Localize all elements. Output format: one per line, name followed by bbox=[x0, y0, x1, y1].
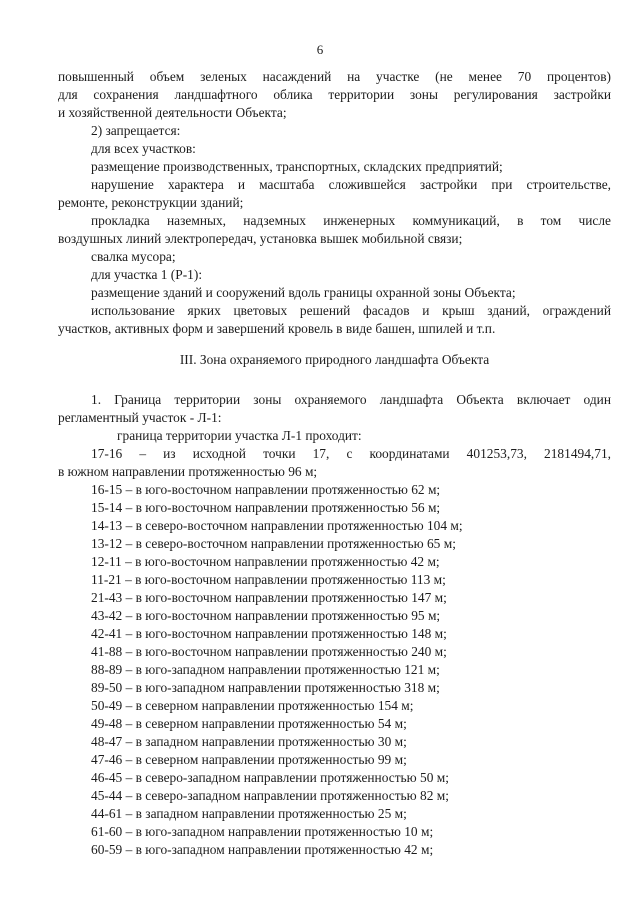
text-line: для сохранения ландшафтного облика территории зоны регулирования застройки bbox=[58, 87, 611, 102]
boundary-line: 15-14 – в юго-восточном направлении протяженностью 56 м; bbox=[91, 500, 441, 515]
boundary-line: 45-44 – в северо-западном направлении протяженностью 82 м; bbox=[91, 788, 449, 803]
section-heading: III. Зона охраняемого природного ландшафта Объекта bbox=[179, 352, 490, 367]
boundary-line: 50-49 – в северном направлении протяженностью 154 м; bbox=[91, 698, 414, 713]
text-line: регламентный участок - Л-1: bbox=[58, 410, 222, 425]
text-line: для участка 1 (Р-1): bbox=[91, 267, 203, 282]
text-line: в южном направлении протяженностью 96 м; bbox=[58, 464, 318, 479]
boundary-line: 88-89 – в юго-западном направлении протяженностью 121 м; bbox=[91, 662, 440, 677]
text-line: размещение производственных, транспортных, складских предприятий; bbox=[91, 159, 503, 174]
text-line: свалка мусора; bbox=[91, 249, 176, 264]
boundary-line: 89-50 – в юго-западном направлении протяженностью 318 м; bbox=[91, 680, 440, 695]
boundary-line: 21-43 – в юго-восточном направлении протяженностью 147 м; bbox=[91, 590, 447, 605]
boundary-line: 60-59 – в юго-западном направлении протяженностью 42 м; bbox=[91, 842, 434, 857]
boundary-line: 12-11 – в юго-восточном направлении протяженностью 42 м; bbox=[91, 554, 440, 569]
boundary-line: 16-15 – в юго-восточном направлении протяженностью 62 м; bbox=[91, 482, 441, 497]
text-line: нарушение характера и масштаба сложившейся застройки при строительстве, bbox=[91, 177, 611, 192]
text-line: размещение зданий и сооружений вдоль границы охранной зоны Объекта; bbox=[91, 285, 516, 300]
text-line: использование ярких цветовых решений фасадов и крыш зданий, ограждений bbox=[91, 303, 611, 318]
text-line: повышенный объем зеленых насаждений на участке (не менее 70 процентов) bbox=[58, 69, 611, 84]
boundary-line: 41-88 – в юго-восточном направлении протяженностью 240 м; bbox=[91, 644, 447, 659]
text-line: прокладка наземных, надземных инженерных коммуникаций, в том числе bbox=[91, 213, 611, 228]
text-line: 2) запрещается: bbox=[91, 123, 181, 138]
text-line: 17-16 – из исходной точки 17, с координатами 401253,73, 2181494,71, bbox=[91, 446, 611, 461]
text-line: граница территории участка Л-1 проходит: bbox=[117, 428, 362, 443]
boundary-line: 46-45 – в северо-западном направлении протяженностью 50 м; bbox=[91, 770, 449, 785]
text-line: для всех участков: bbox=[91, 141, 196, 156]
text-line: воздушных линий электропередач, установка вышек мобильной связи; bbox=[58, 231, 463, 246]
boundary-line: 47-46 – в северном направлении протяженностью 99 м; bbox=[91, 752, 407, 767]
boundary-line: 11-21 – в юго-восточном направлении протяженностью 113 м; bbox=[91, 572, 446, 587]
text-line: и хозяйственной деятельности Объекта; bbox=[58, 105, 287, 120]
boundary-line: 61-60 – в юго-западном направлении протяженностью 10 м; bbox=[91, 824, 434, 839]
boundary-line: 13-12 – в северо-восточном направлении протяженностью 65 м; bbox=[91, 536, 456, 551]
text-line: 1. Граница территории зоны охраняемого ландшафта Объекта включает один bbox=[91, 392, 611, 407]
text-line: ремонте, реконструкции зданий; bbox=[58, 195, 244, 210]
boundary-line: 43-42 – в юго-восточном направлении протяженностью 95 м; bbox=[91, 608, 441, 623]
boundary-line: 14-13 – в северо-восточном направлении протяженностью 104 м; bbox=[91, 518, 463, 533]
boundary-line: 44-61 – в западном направлении протяженностью 25 м; bbox=[91, 806, 407, 821]
text-line: участков, активных форм и завершений кровель в виде башен, шпилей и т.п. bbox=[58, 321, 496, 336]
page-number: 6 bbox=[316, 42, 324, 57]
boundary-line: 48-47 – в западном направлении протяженностью 30 м; bbox=[91, 734, 407, 749]
boundary-line: 49-48 – в северном направлении протяженностью 54 м; bbox=[91, 716, 407, 731]
boundary-line: 42-41 – в юго-восточном направлении протяженностью 148 м; bbox=[91, 626, 447, 641]
